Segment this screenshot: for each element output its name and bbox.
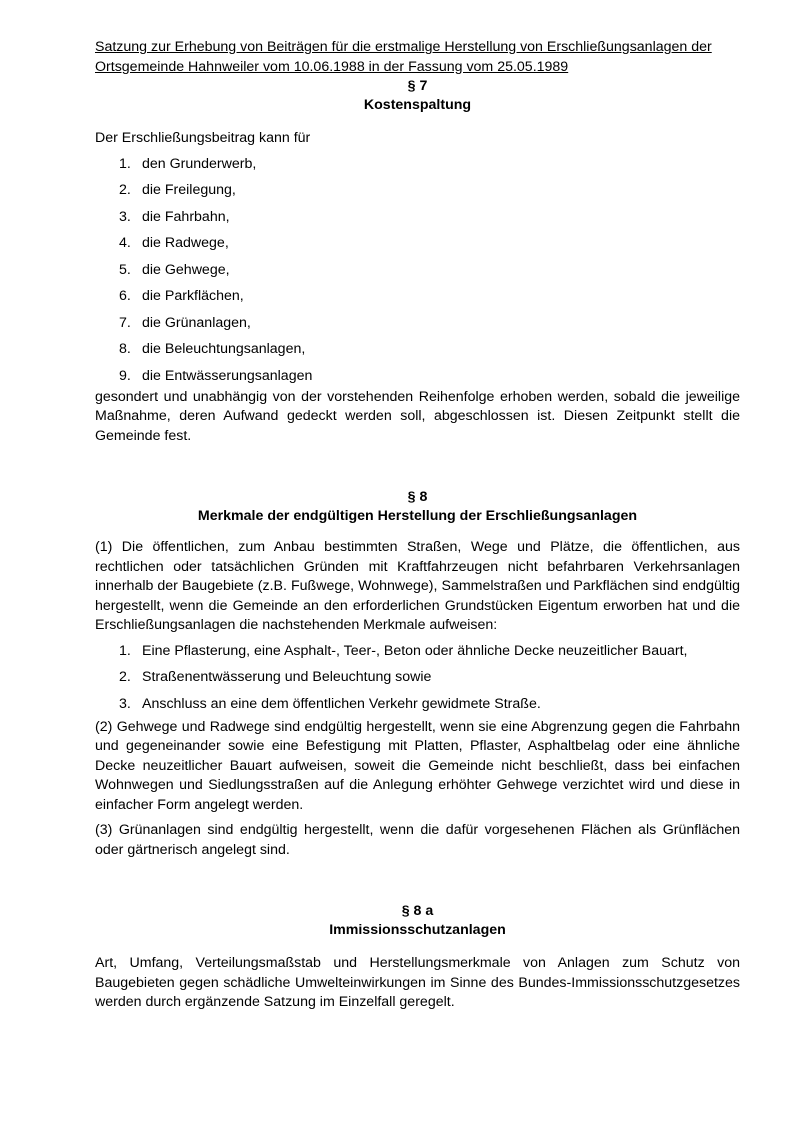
section-8a-heading: [95, 902, 740, 940]
section-7-outro: gesondert und unabhängig von der vorstehenden Reihenfolge erhoben werden, sobald die jeweilige Maßnahme, deren Aufwand gedeckt werden soll, abgeschlossen ist. Diesen Zeitpunkt stellt die Gemeinde fest.: [95, 388, 740, 444]
document-header: [95, 38, 740, 77]
list-item: 9. die Entwässerungsanlagen: [119, 367, 313, 384]
section-8-paragraph-3: (3) Grünanlagen sind endgültig hergestellt, wenn die dafür vorgesehenen Flächen als Grünflächen oder gärtnerisch angelegt sind.: [95, 822, 740, 858]
list-item: 2. Straßenentwässerung und Beleuchtung sowie: [119, 669, 432, 685]
section-8-paragraph-1: (1) Die öffentlichen, zum Anbau bestimmten Straßen, Wege und Plätze, die öffentlichen, aus rechtlichen oder tatsächlichen Gründen mit Kraftfahrzeugen nicht befahrbaren Verkehrsanlagen innerhalb der Baugebiete (z.B. Fußwege, Wohnwege), Sammelstraßen und Parkflächen sind endgültig hergestellt, wenn die Gemeinde an den erforderlichen Grundstücken Eigentum erworben hat und die Erschließungsanlagen die nachstehenden Merkmale aufweisen:: [95, 539, 740, 633]
section-8-number: § 8: [407, 489, 428, 505]
list-item: 1. Eine Pflasterung, eine Asphalt-, Teer-, Beton oder ähnliche Decke neuzeitlicher Bauart,: [119, 642, 688, 659]
section-7-intro: Der Erschließungsbeitrag kann für: [95, 130, 311, 146]
list-item: 6. die Parkflächen,: [119, 288, 244, 304]
section-7-number: § 7: [407, 78, 428, 94]
list-item: 2. die Freilegung,: [119, 182, 236, 198]
section-8a-title: Immissionsschutzanlagen: [329, 922, 506, 938]
list-item: 4. die Radwege,: [119, 235, 229, 251]
document-page: [95, 38, 740, 1013]
header-line-2: Ortsgemeinde Hahnweiler vom 10.06.1988 in der Fassung vom 25.05.1989: [95, 58, 569, 75]
list-item: 3. Anschluss an eine dem öffentlichen Verkehr gewidmete Straße.: [119, 695, 541, 712]
section-7-title: Kostenspaltung: [363, 97, 472, 113]
list-item: 7. die Grünanlagen,: [119, 314, 251, 331]
header-line-1: Satzung zur Erhebung von Beiträgen für die erstmalige Herstellung von Erschließungsanlagen der: [95, 39, 712, 55]
list-item: 3. die Fahrbahn,: [119, 208, 230, 225]
list-item: 1. den Grunderwerb,: [119, 155, 257, 172]
section-8a-number: § 8 a: [401, 903, 434, 919]
section-8-paragraph-2: (2) Gehwege und Radwege sind endgültig hergestellt, wenn sie eine Abgrenzung gegen die Fahrbahn und gegeneinander sowie eine Befestigung mit Platten, Pflaster, Asphaltbelag oder eine ähnliche Decke neuzeitlicher Bauart aufweisen, soweit die Gemeinde nicht beschließt, dass bei einfachen Wohnwegen und Siedlungsstraßen auf die Anlegung erhöhter Gehwege verzichtet wird und diese in einfacher Form angelegt werden.: [95, 718, 740, 813]
section-7-list: [95, 155, 740, 388]
list-item: 8. die Beleuchtungsanlagen,: [119, 341, 306, 357]
list-item: 5. die Gehwege,: [119, 261, 230, 278]
section-8-list: [95, 642, 740, 718]
section-7-heading: [95, 77, 740, 115]
section-8a-paragraph-1: Art, Umfang, Verteilungsmaßstab und Herstellungsmerkmale von Anlagen zum Schutz von Baugebieten gegen schädliche Umwelteinwirkungen im Sinne des Bundes-Immissionsschutzgesetzes werden durch ergänzende Satzung im Einzelfall geregelt.: [95, 955, 740, 1010]
section-8-heading: [95, 488, 740, 526]
section-8-title: Merkmale der endgültigen Herstellung der Erschließungsanlagen: [197, 508, 638, 524]
